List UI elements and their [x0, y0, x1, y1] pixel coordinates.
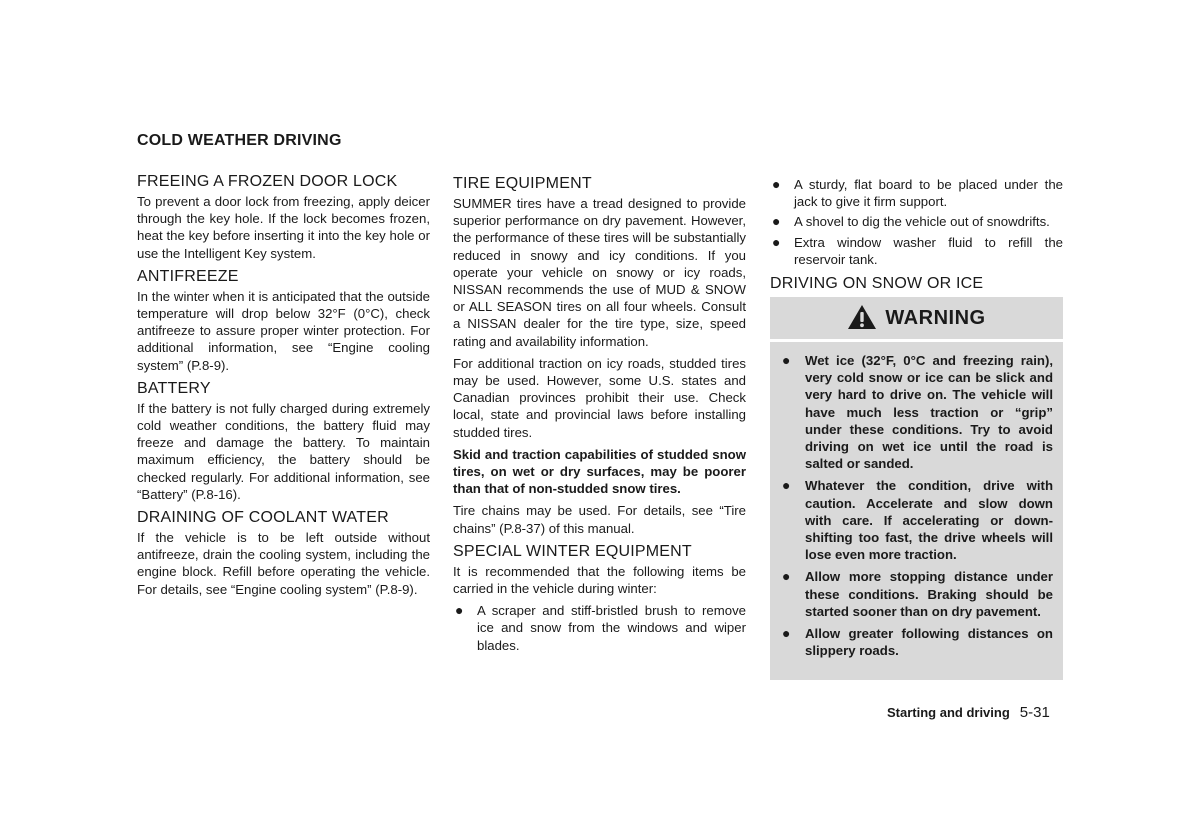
heading-frozen-door-lock: FREEING A FROZEN DOOR LOCK [137, 173, 398, 190]
bullet-icon: ● [782, 568, 791, 585]
bullet-icon: ● [772, 213, 781, 230]
page-number: 5-31 [1019, 704, 1050, 721]
paragraph-antifreeze: In the winter when it is anticipated that the outside temperature will drop below 32°F (0°C), check antifreeze to assure proper winter protection. For additional information, see “Engine cooling system” (P.8-9). [137, 288, 430, 373]
warning-item-text: Whatever the condition, drive with caution. Accelerate and slow down with care. If accelerating or down-shifting too fast, the drive wheels will lose even more traction. [805, 478, 1053, 563]
paragraph-special-winter-equipment: It is recommended that the following items be carried in the vehicle during winter: [453, 563, 746, 597]
list-item-text: Extra window washer fluid to refill the reservoir tank. [794, 234, 1063, 267]
footer-section-name: Starting and driving [887, 705, 1010, 720]
heading-antifreeze: ANTIFREEZE [137, 267, 239, 285]
warning-item [780, 477, 1053, 563]
column-3 [770, 176, 1063, 680]
column-2 [453, 174, 746, 660]
warning-label: WARNING [885, 307, 986, 330]
paragraph-frozen-door-lock: To prevent a door lock from freezing, apply deicer through the key hole. If the lock becomes frozen, heat the key before inserting it into the key hole or use the Intelligent Key system. [137, 194, 430, 261]
bullet-icon: ● [772, 233, 781, 250]
heading-driving-on-snow-or-ice: DRIVING ON SNOW OR ICE [770, 275, 984, 293]
warning-item [780, 568, 1053, 620]
bullet-icon: ● [782, 352, 791, 369]
list-item [770, 213, 1063, 230]
list-item-text: A sturdy, flat board to be placed under the jack to give it firm support. [794, 177, 1063, 210]
heading-tire-equipment: TIRE EQUIPMENT [453, 175, 592, 192]
warning-box [770, 297, 1063, 680]
bullet-icon: ● [772, 176, 781, 192]
bullet-icon: ● [782, 625, 791, 642]
column-1 [137, 172, 430, 603]
heading-special-winter-equipment: SPECIAL WINTER EQUIPMENT [453, 542, 692, 560]
bullet-icon: ● [455, 602, 464, 619]
warning-triangle-icon [847, 304, 877, 334]
page-title: COLD WEATHER DRIVING [137, 132, 342, 149]
paragraph-tire-chains: Tire chains may be used. For details, see “Tire chains” (P.8-37) of this manual. [453, 503, 746, 536]
warning-item [780, 625, 1053, 659]
warning-body [770, 342, 1063, 659]
list-item [453, 602, 746, 654]
paragraph-battery: If the battery is not fully charged during extremely cold weather conditions, the battery fluid may freeze and damage the battery. To maintain maximum efficiency, the battery should be checked regularly. For additional information, see “Battery” (P.8-16). [137, 400, 430, 502]
list-item-text: A shovel to dig the vehicle out of snowdrifts. [794, 214, 1050, 230]
list-item [770, 234, 1063, 268]
heading-draining-coolant: DRAINING OF COOLANT WATER [137, 509, 389, 527]
page-footer [887, 704, 1050, 721]
list-item [770, 176, 1063, 210]
warning-item-text: Allow greater following distances on slippery roads. [805, 626, 1053, 659]
list-item-text: A scraper and stiff-bristled brush to remove ice and snow from the windows and wiper blades. [477, 603, 746, 653]
heading-battery: BATTERY [137, 379, 211, 397]
warning-item-text: Allow more stopping distance under these conditions. Braking should be started sooner than on dry pavement. [805, 569, 1053, 619]
warning-item [780, 352, 1053, 472]
warning-item-text: Wet ice (32°F, 0°C and freezing rain), very cold snow or ice can be slick and very hard to drive on. The vehicle will have much less traction or “grip” under these conditions. Try to avoid driving on wet ice until the road is salted or sanded. [805, 353, 1053, 472]
paragraph-summer-tires: SUMMER tires have a tread designed to provide superior performance on dry pavement. However, the performance of these tires will be substantially reduced in snowy and icy conditions. If you operate your vehicle on snowy or icy roads, NISSAN recommends the use of MUD & SNOW or ALL SEASON tires on all four wheels. Consult a NISSAN dealer for the tire type, size, speed rating and availability information. [453, 196, 746, 349]
paragraph-skid-traction-note: Skid and traction capabilities of studded snow tires, on wet or dry surfaces, may be poorer than that of non-studded snow tires. [453, 446, 746, 497]
equipment-list [453, 602, 746, 654]
warning-header [770, 297, 1063, 342]
paragraph-studded-tires: For additional traction on icy roads, studded tires may be used. However, some U.S. states and Canadian provinces prohibit their use. Check local, state and provincial laws before installing studded tires. [453, 355, 746, 440]
bullet-icon: ● [782, 477, 791, 494]
equipment-list-continued [770, 176, 1063, 268]
warning-list [780, 352, 1053, 659]
paragraph-draining-coolant: If the vehicle is to be left outside without antifreeze, drain the cooling system, including the engine block. Refill before operating the vehicle. For details, see “Engine cooling system” (P.8-9). [137, 530, 430, 597]
